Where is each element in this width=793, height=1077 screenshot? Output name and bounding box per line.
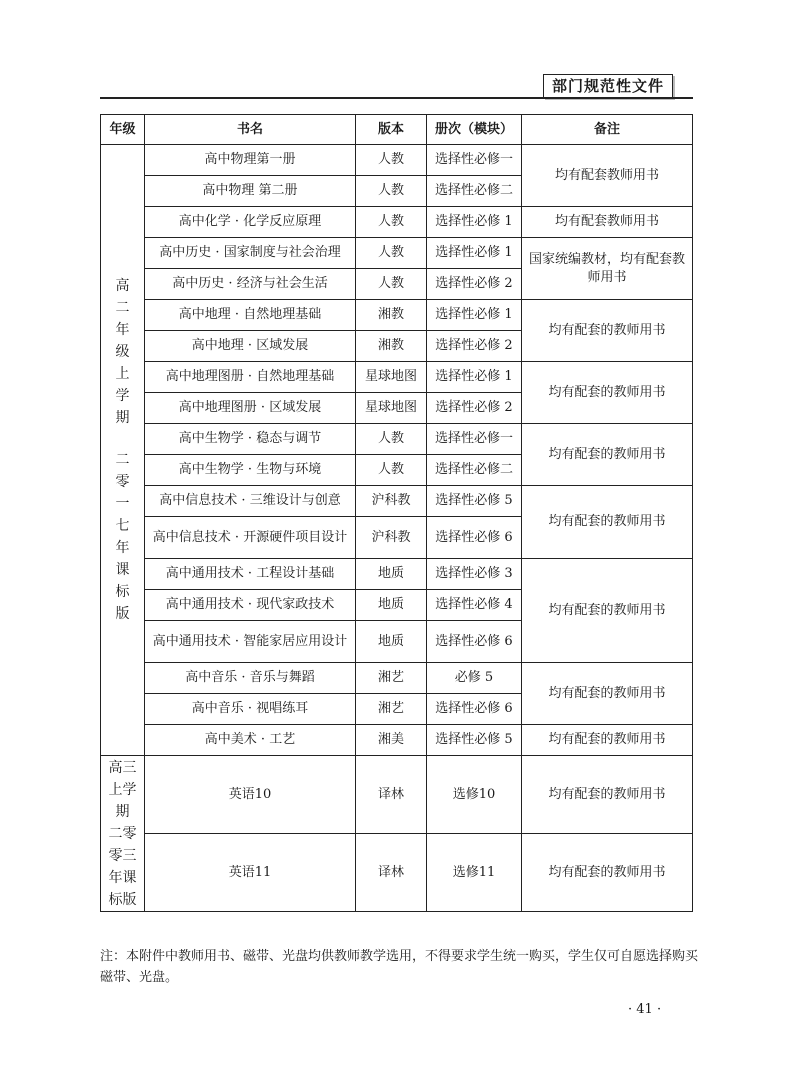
edition: 人教 <box>356 238 427 269</box>
table-row <box>101 834 693 912</box>
book-title: 英语10 <box>145 756 356 834</box>
edition: 人教 <box>356 207 427 238</box>
remark: 均有配套教师用书 <box>522 207 693 238</box>
volume: 选择性必修 1 <box>427 300 522 331</box>
table-row <box>101 207 693 238</box>
table-row <box>101 486 693 517</box>
remark: 均有配套教师用书 <box>522 145 693 207</box>
table-row <box>101 362 693 393</box>
volume: 选择性必修 2 <box>427 269 522 300</box>
edition: 人教 <box>356 176 427 207</box>
book-title: 高中地理 · 自然地理基础 <box>145 300 356 331</box>
edition: 人教 <box>356 455 427 486</box>
volume: 选择性必修 5 <box>427 486 522 517</box>
header-edition: 版本 <box>356 115 427 145</box>
volume: 选择性必修一 <box>427 424 522 455</box>
table-row <box>101 725 693 756</box>
volume: 选择性必修二 <box>427 455 522 486</box>
volume: 选择性必修 1 <box>427 362 522 393</box>
book-title: 高中化学 · 化学反应原理 <box>145 207 356 238</box>
book-title: 高中物理 第二册 <box>145 176 356 207</box>
book-title: 高中通用技术 · 现代家政技术 <box>145 590 356 621</box>
volume: 选择性必修 6 <box>427 621 522 663</box>
table-row <box>101 663 693 694</box>
grade-cell-gao-san: 高三 上学 期 二零 零三 年课 标版 <box>101 756 145 912</box>
book-title: 高中信息技术 · 三维设计与创意 <box>145 486 356 517</box>
table-row <box>101 756 693 834</box>
volume: 选择性必修 2 <box>427 393 522 424</box>
footnote: 注：本附件中教师用书、磁带、光盘均供教师教学选用，不得要求学生统一购买，学生仅可自愿选择购买磁带、光盘。 <box>100 949 699 985</box>
table-row <box>101 424 693 455</box>
volume: 选择性必修 4 <box>427 590 522 621</box>
book-title: 高中音乐 · 音乐与舞蹈 <box>145 663 356 694</box>
volume: 选择性必修二 <box>427 176 522 207</box>
remark: 均有配套的教师用书 <box>522 756 693 834</box>
volume: 选择性必修 6 <box>427 517 522 559</box>
header-remark: 备注 <box>522 115 693 145</box>
book-title: 英语11 <box>145 834 356 912</box>
book-title: 高中生物学 · 稳态与调节 <box>145 424 356 455</box>
edition: 译林 <box>356 756 427 834</box>
edition: 地质 <box>356 621 427 663</box>
remark: 均有配套的教师用书 <box>522 300 693 362</box>
page-number: · 41 · <box>628 1002 662 1017</box>
textbook-table <box>100 114 693 912</box>
remark: 国家统编教材，均有配套教师用书 <box>522 238 693 300</box>
edition: 人教 <box>356 269 427 300</box>
volume: 选修11 <box>427 834 522 912</box>
edition: 星球地图 <box>356 362 427 393</box>
header-book: 书名 <box>145 115 356 145</box>
edition: 地质 <box>356 590 427 621</box>
remark: 均有配套的教师用书 <box>522 559 693 663</box>
edition: 湘教 <box>356 331 427 362</box>
table-row <box>101 300 693 331</box>
edition: 星球地图 <box>356 393 427 424</box>
book-title: 高中地理图册 · 区域发展 <box>145 393 356 424</box>
remark: 均有配套的教师用书 <box>522 834 693 912</box>
remark: 均有配套的教师用书 <box>522 725 693 756</box>
edition: 湘美 <box>356 725 427 756</box>
book-title: 高中历史 · 经济与社会生活 <box>145 269 356 300</box>
remark: 均有配套的教师用书 <box>522 362 693 424</box>
edition: 译林 <box>356 834 427 912</box>
edition: 湘艺 <box>356 663 427 694</box>
edition: 人教 <box>356 424 427 455</box>
volume: 选择性必修 1 <box>427 207 522 238</box>
book-title: 高中通用技术 · 工程设计基础 <box>145 559 356 590</box>
edition: 沪科教 <box>356 517 427 559</box>
book-title: 高中美术 · 工艺 <box>145 725 356 756</box>
volume: 选择性必修 2 <box>427 331 522 362</box>
remark: 均有配套的教师用书 <box>522 486 693 559</box>
remark: 均有配套的教师用书 <box>522 663 693 725</box>
volume: 选择性必修 1 <box>427 238 522 269</box>
book-title: 高中音乐 · 视唱练耳 <box>145 694 356 725</box>
header-rule <box>100 97 693 99</box>
edition: 湘教 <box>356 300 427 331</box>
volume: 选择性必修 3 <box>427 559 522 590</box>
book-title: 高中信息技术 · 开源硬件项目设计 <box>145 517 356 559</box>
volume: 选择性必修 5 <box>427 725 522 756</box>
table-header-row <box>101 115 693 145</box>
header-volume: 册次（模块） <box>427 115 522 145</box>
book-title: 高中物理第一册 <box>145 145 356 176</box>
book-title: 高中历史 · 国家制度与社会治理 <box>145 238 356 269</box>
book-title: 高中地理 · 区域发展 <box>145 331 356 362</box>
edition: 地质 <box>356 559 427 590</box>
header-grade: 年级 <box>101 115 145 145</box>
volume: 必修 5 <box>427 663 522 694</box>
book-title: 高中生物学 · 生物与环境 <box>145 455 356 486</box>
volume: 选修10 <box>427 756 522 834</box>
table-row <box>101 145 693 176</box>
grade-cell-gao-er: 高 二 年 级 上 学 期 二 零 一 七 年 课 标 版 <box>101 145 145 756</box>
table-row <box>101 559 693 590</box>
volume: 选择性必修一 <box>427 145 522 176</box>
remark: 均有配套的教师用书 <box>522 424 693 486</box>
book-title: 高中地理图册 · 自然地理基础 <box>145 362 356 393</box>
volume: 选择性必修 6 <box>427 694 522 725</box>
edition: 人教 <box>356 145 427 176</box>
document-category-badge: 部门规范性文件 <box>543 74 673 98</box>
table-row <box>101 238 693 269</box>
edition: 沪科教 <box>356 486 427 517</box>
book-title: 高中通用技术 · 智能家居应用设计 <box>145 621 356 663</box>
edition: 湘艺 <box>356 694 427 725</box>
